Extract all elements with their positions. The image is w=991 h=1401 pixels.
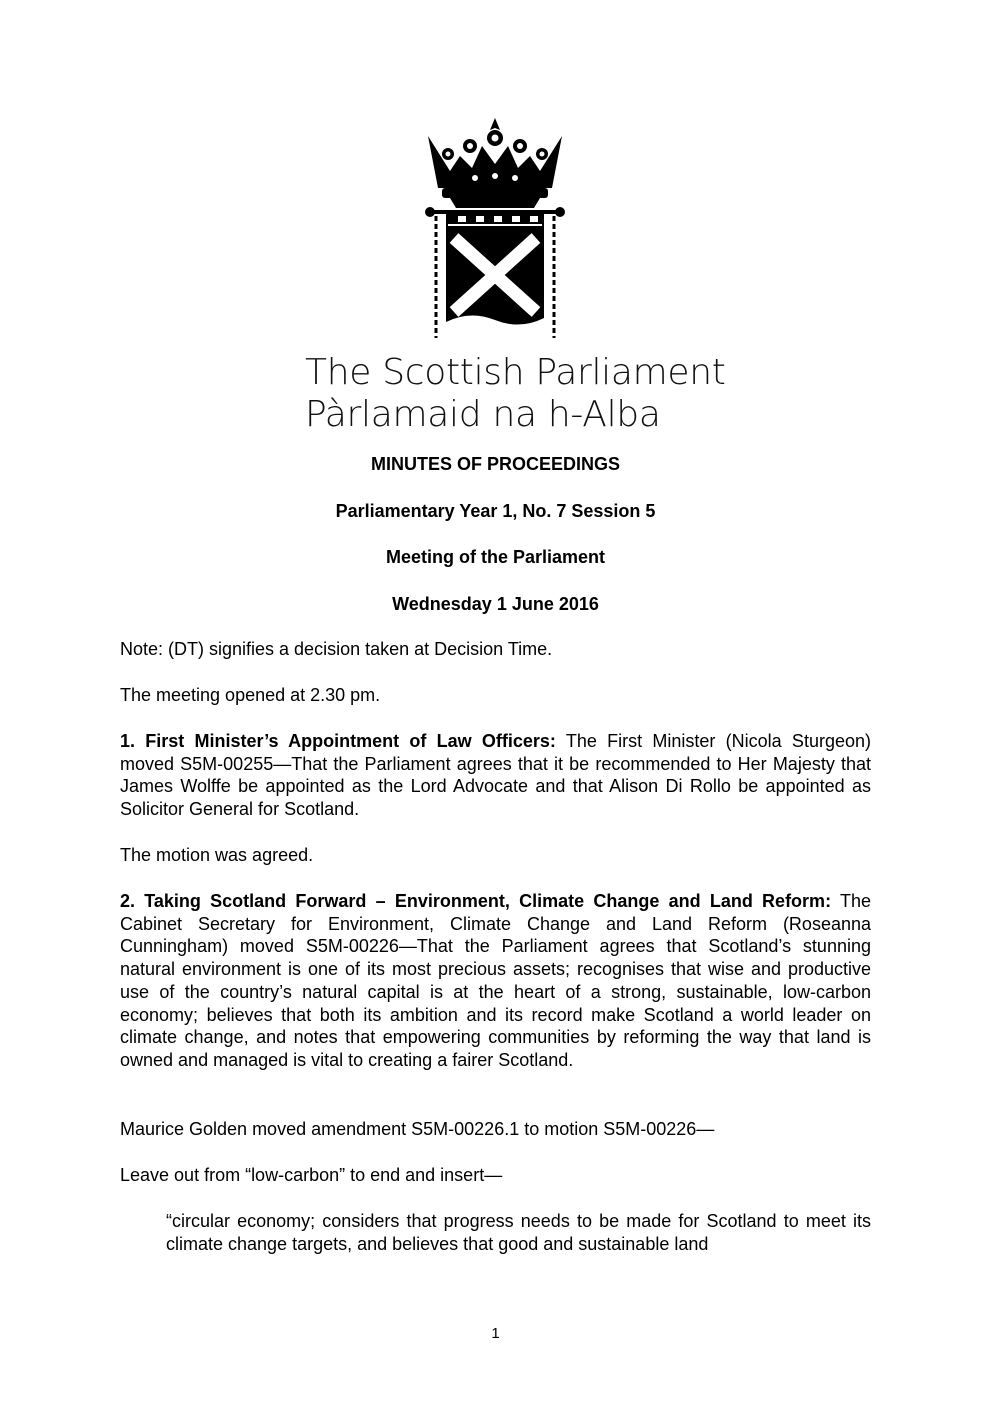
amendment-quote: “circular economy; considers that progress needs to be made for Scotland to meet its climate change targets, and believes that good and sustainable land [166, 1211, 871, 1254]
opening-paragraph: The meeting opened at 2.30 pm. [120, 685, 381, 705]
parliament-name [305, 352, 726, 436]
item-1-heading: 1. First Minister’s Appointment of Law Officers: [120, 731, 556, 751]
item-1-text: The First Minister (Nicola Sturgeon) moved S5M-00255—That the Parliament agrees that it be recommended to Her Majesty that James Wolffe be appointed as the Lord Advocate and that Alison Di Rollo be appointed as Solicitor General for Scotland. [120, 731, 871, 820]
session-line: Parliamentary Year 1, No. 7 Session 5 [335, 501, 656, 521]
item-2-heading: 2. Taking Scotland Forward – Environment, Climate Change and Land Reform: [120, 891, 832, 911]
item-2-paragraph [120, 890, 871, 1072]
note-paragraph: Note: (DT) signifies a decision taken at Decision Time. [120, 639, 553, 659]
document-title: MINUTES OF PROCEEDINGS [370, 454, 621, 474]
meeting-date: Wednesday 1 June 2016 [392, 594, 599, 614]
meeting-line: Meeting of the Parliament [385, 547, 606, 567]
amendment-paragraph: Maurice Golden moved amendment S5M-00226.1 to motion S5M-00226— [120, 1119, 715, 1139]
leave-out-paragraph: Leave out from “low-carbon” to end and insert— [120, 1165, 503, 1185]
item-1-paragraph [120, 730, 871, 821]
item-1-result: The motion was agreed. [120, 845, 314, 865]
scottish-parliament-crown-saltire-icon [420, 116, 570, 342]
parliament-name-english: The Scottish Parliament [305, 352, 726, 393]
item-2-text: The Cabinet Secretary for Environment, Climate Change and Land Reform (Roseanna Cunningham) moved S5M-00226—That the Parliament agrees that Scotland’s stunning natural environment is one of its most precious assets; recognises that wise and productive use of the country’s natural capital is at the heart of a strong, sustainable, low-carbon economy; believes that both its ambition and its record make Scotland a world leader on climate change, and notes that empowering communities by reforming the way that land is owned and managed is vital to creating a fairer Scotland. [120, 891, 871, 1070]
parliament-name-gaelic: Pàrlamaid na h-Alba [305, 394, 661, 435]
page-number: 1 [491, 1325, 500, 1342]
